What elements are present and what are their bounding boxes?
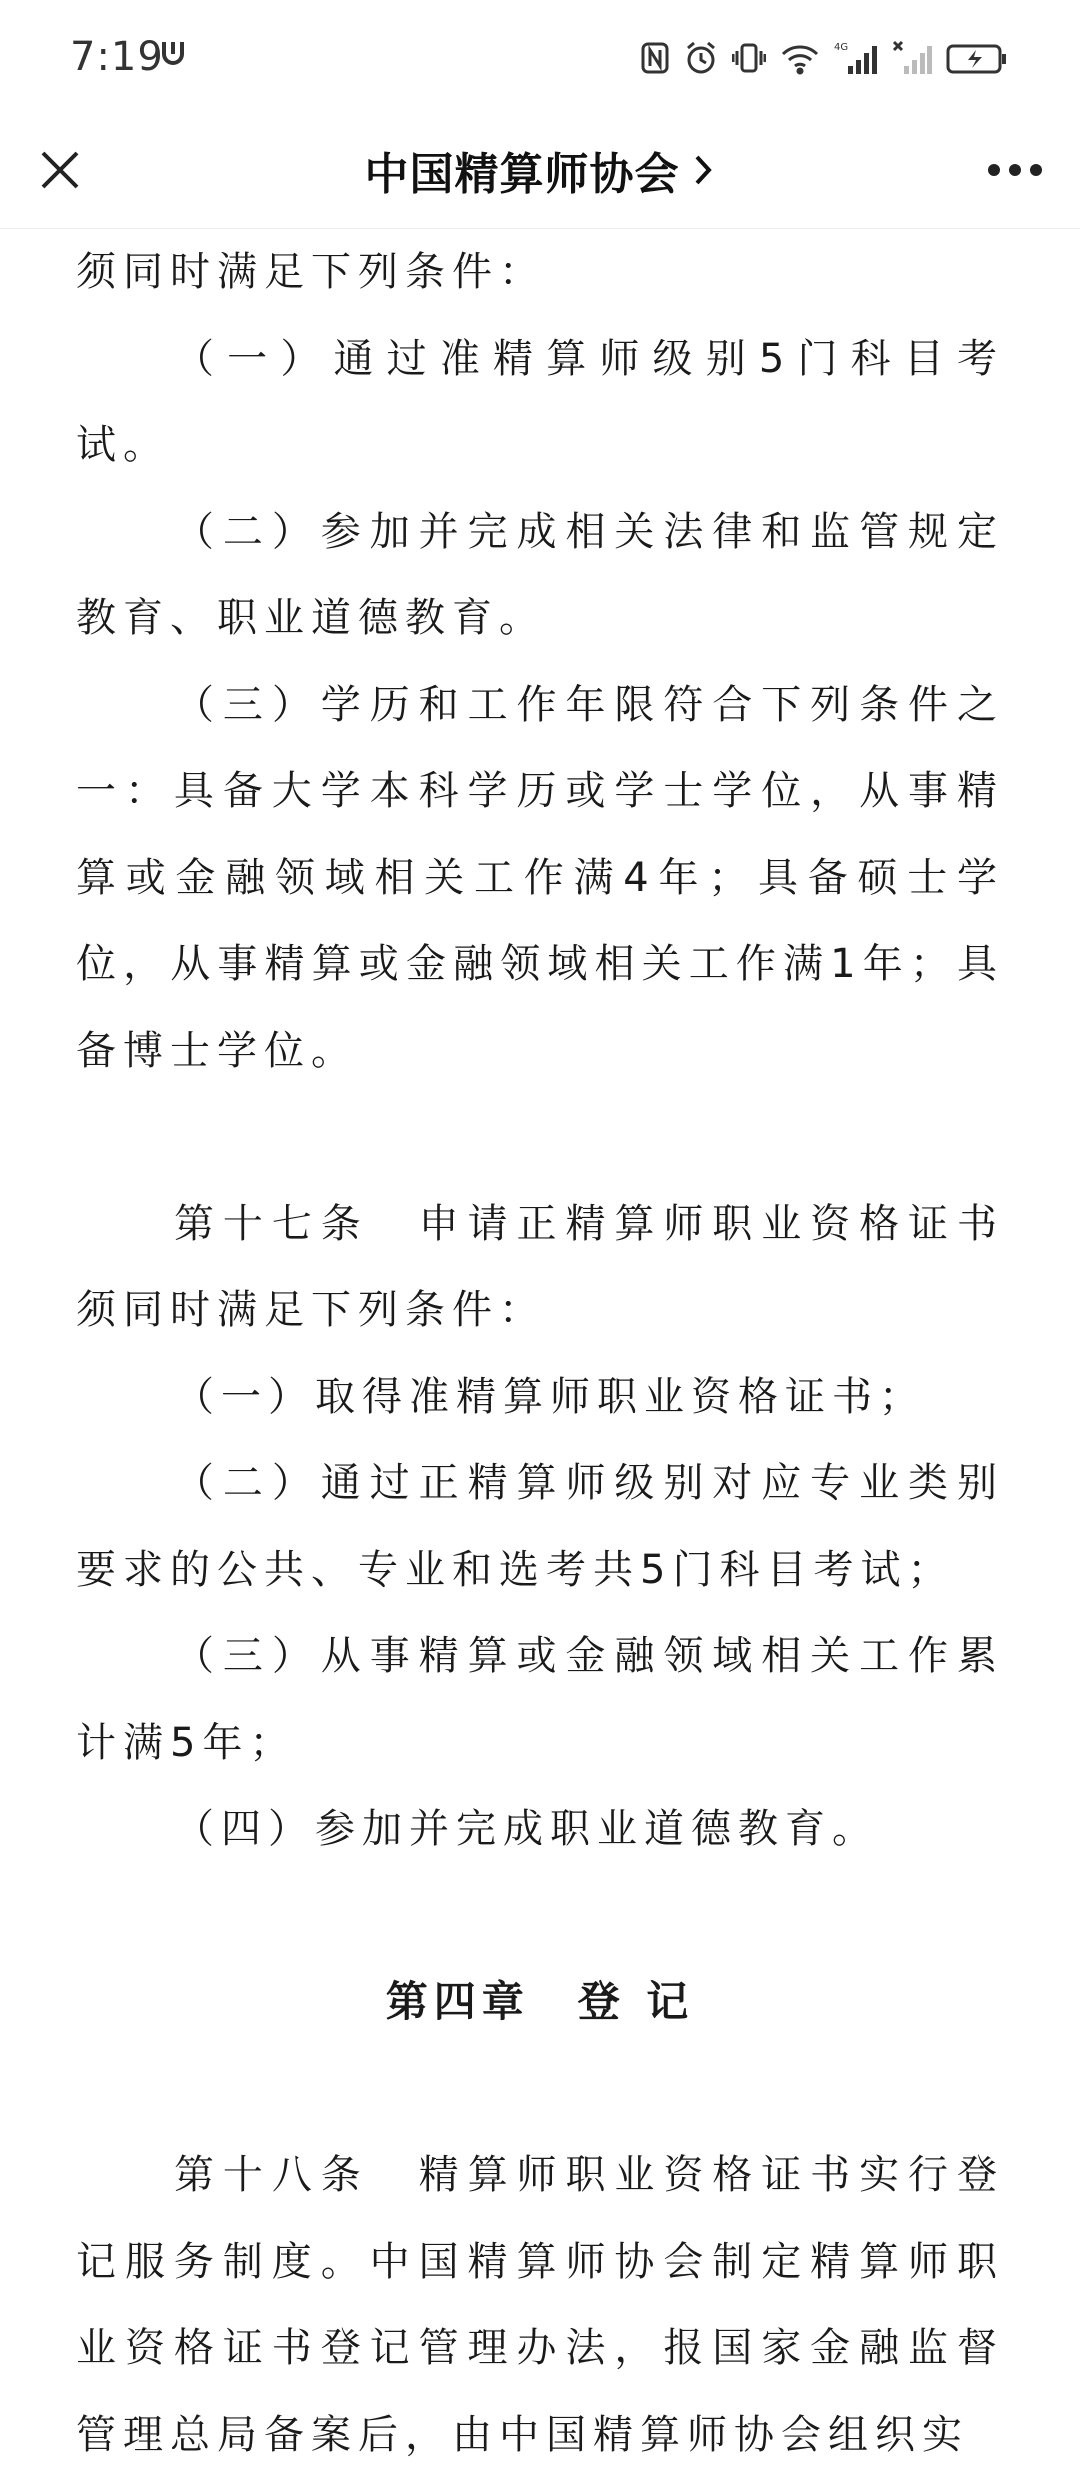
article-paragraph: （二）参加并完成相关法律和监管规定教育、职业道德教育。 xyxy=(76,508,1004,641)
article-paragraph: （三）从事精算或金融领域相关工作累计满5年； xyxy=(76,1633,1004,1766)
alarm-icon xyxy=(684,40,718,76)
svg-text:4G: 4G xyxy=(834,42,849,53)
article-paragraph: 须同时满足下列条件： xyxy=(76,249,546,295)
account-title-link[interactable] xyxy=(365,138,716,202)
top-nav-bar xyxy=(0,112,1080,229)
article-clause-17: 第十七条 申请正精算师职业资格证书须同时满足下列条件： xyxy=(76,1200,1004,1333)
battery-icon xyxy=(946,40,1008,76)
close-icon xyxy=(39,149,81,191)
wifi-icon xyxy=(780,40,820,76)
article-paragraph: （四）参加并完成职业道德教育。 xyxy=(174,1806,879,1852)
more-button[interactable] xyxy=(980,140,1050,200)
article-clause-18: 第十八条 精算师职业资格证书实行登记服务制度。中国精算师协会制定精算师职业资格证书登记管理办法，报国家金融监督管理总局备案后，由中国精算师协会组织实 xyxy=(76,2152,1004,2458)
article-paragraph: （三）学历和工作年限符合下列条件之一：具备大学本科学历或学士学位，从事精算或金融领域相关工作满4年；具备硕士学位，从事精算或金融领域相关工作满1年；具备博士学位。 xyxy=(76,681,1004,1074)
page-title: 中国精算师协会 xyxy=(364,149,680,200)
chapter-heading: 第四章 登 记 xyxy=(385,1977,695,2026)
nfc-icon xyxy=(640,40,670,76)
data-saver-icon xyxy=(160,38,186,68)
status-time: 7:19 xyxy=(70,34,164,80)
article-paragraph: （二）通过正精算师级别对应专业类别要求的公共、专业和选考共5门科目考试； xyxy=(76,1460,1004,1593)
status-icons xyxy=(640,38,1008,78)
signal-4g-icon xyxy=(834,40,878,76)
close-button[interactable] xyxy=(30,140,90,200)
article-paragraph: （一）取得准精算师职业资格证书； xyxy=(174,1373,926,1420)
status-bar xyxy=(0,0,1080,112)
signal-no-sim-icon xyxy=(892,40,932,76)
more-icon xyxy=(987,163,1043,177)
vibrate-icon xyxy=(732,40,766,76)
article-paragraph: （一）通过准精算师级别5门科目考试。 xyxy=(76,335,1004,468)
article-body xyxy=(76,229,1004,2478)
chevron-right-icon xyxy=(690,153,716,187)
